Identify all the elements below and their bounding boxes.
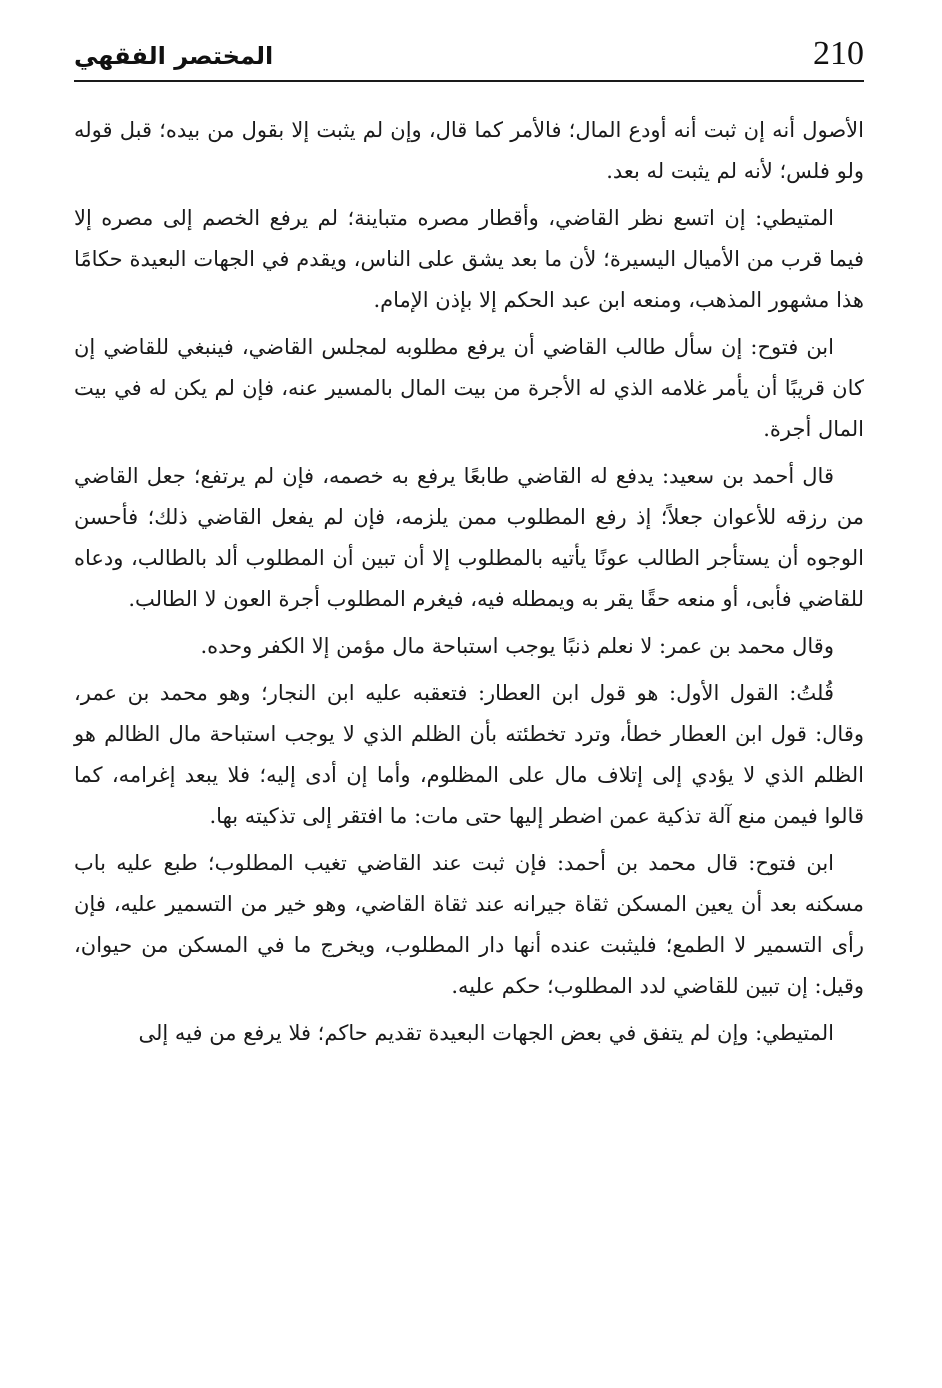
paragraph: ابن فتوح: قال محمد بن أحمد: فإن ثبت عند القاضي تغيب المطلوب؛ طبع عليه باب مسكنه بعد أن يعين المسكن ثقاة جيرانه عند ثقاة القاضي، وهو خير من التسمير عليه، فإن رأى التسمير لا الطمع؛ فليثبت عنده أنها دار المطلوب، ويخرج ما في المسكن من حيوان، وقيل: إن تبين للقاضي لدد المطلوب؛ حكم عليه. <box>74 851 864 998</box>
page-number: 210 <box>813 35 864 72</box>
paragraph: ابن فتوح: إن سأل طالب القاضي أن يرفع مطلوبه لمجلس القاضي، فينبغي للقاضي إن كان قريبًا أن يأمر غلامه الذي له الأجرة من بيت المال بالمسير عنه، فإن لم يكن له في بيت المال أجرة. <box>74 335 864 441</box>
paragraph: وقال محمد بن عمر: لا نعلم ذنبًا يوجب استباحة مال مؤمن إلا الكفر وحده. <box>200 634 834 658</box>
paragraph: قُلتُ: القول الأول: هو قول ابن العطار: فتعقبه عليه ابن النجار؛ وهو محمد بن عمر، وقال: قول ابن العطار خطأ، وترد تخطئته بأن الظلم الذي لا يوجب استباحة مال الظالم هو الظلم الذي لا يؤدي إلى إتلاف مال على المظلوم، وأما إن أدى إليه؛ فلا يبعد إغرامه، كما قالوا فيمن منع آلة تذكية عمن اضطر إليها حتى مات: ما افتقر إلى تذكيته بها. <box>74 681 864 828</box>
book-page <box>74 30 864 1370</box>
paragraph: المتيطي: إن اتسع نظر القاضي، وأقطار مصره متباينة؛ لم يرفع الخصم إلى مصره إلا فيما قرب من الأميال اليسيرة؛ لأن ما بعد يشق على الناس، ويقدم في الجهات البعيدة حكامًا هذا مشهور المذهب، ومنعه ابن عبد الحكم إلا بإذن الإمام. <box>74 206 864 312</box>
running-title: المختصر الفقهي <box>74 42 274 70</box>
paragraph: الأصول أنه إن ثبت أنه أودع المال؛ فالأمر كما قال، وإن لم يثبت إلا بقول من بيده؛ قبل قوله ولو فلس؛ لأنه لم يثبت له بعد. <box>74 118 864 183</box>
page-header <box>74 30 864 76</box>
paragraph: المتيطي: وإن لم يتفق في بعض الجهات البعيدة تقديم حاكم؛ فلا يرفع من فيه إلى <box>138 1021 834 1045</box>
paragraph: قال أحمد بن سعيد: يدفع له القاضي طابعًا يرفع به خصمه، فإن لم يرتفع؛ جعل القاضي من رزقه للأعوان جعلاً؛ إذ رفع المطلوب ممن يلزمه، فإن لم يفعل القاضي ذلك؛ فأحسن الوجوه أن يستأجر الطالب عونًا يأتيه بالمطلوب إلا أن تبين أن المطلوب ألد بالطالب، ودعاه للقاضي فأبى، أو منعه حقًا يقر به ويمطله فيه، فيغرم المطلوب أجرة العون لا الطالب. <box>74 464 864 611</box>
page-body <box>74 110 864 1060</box>
header-divider <box>74 80 864 82</box>
